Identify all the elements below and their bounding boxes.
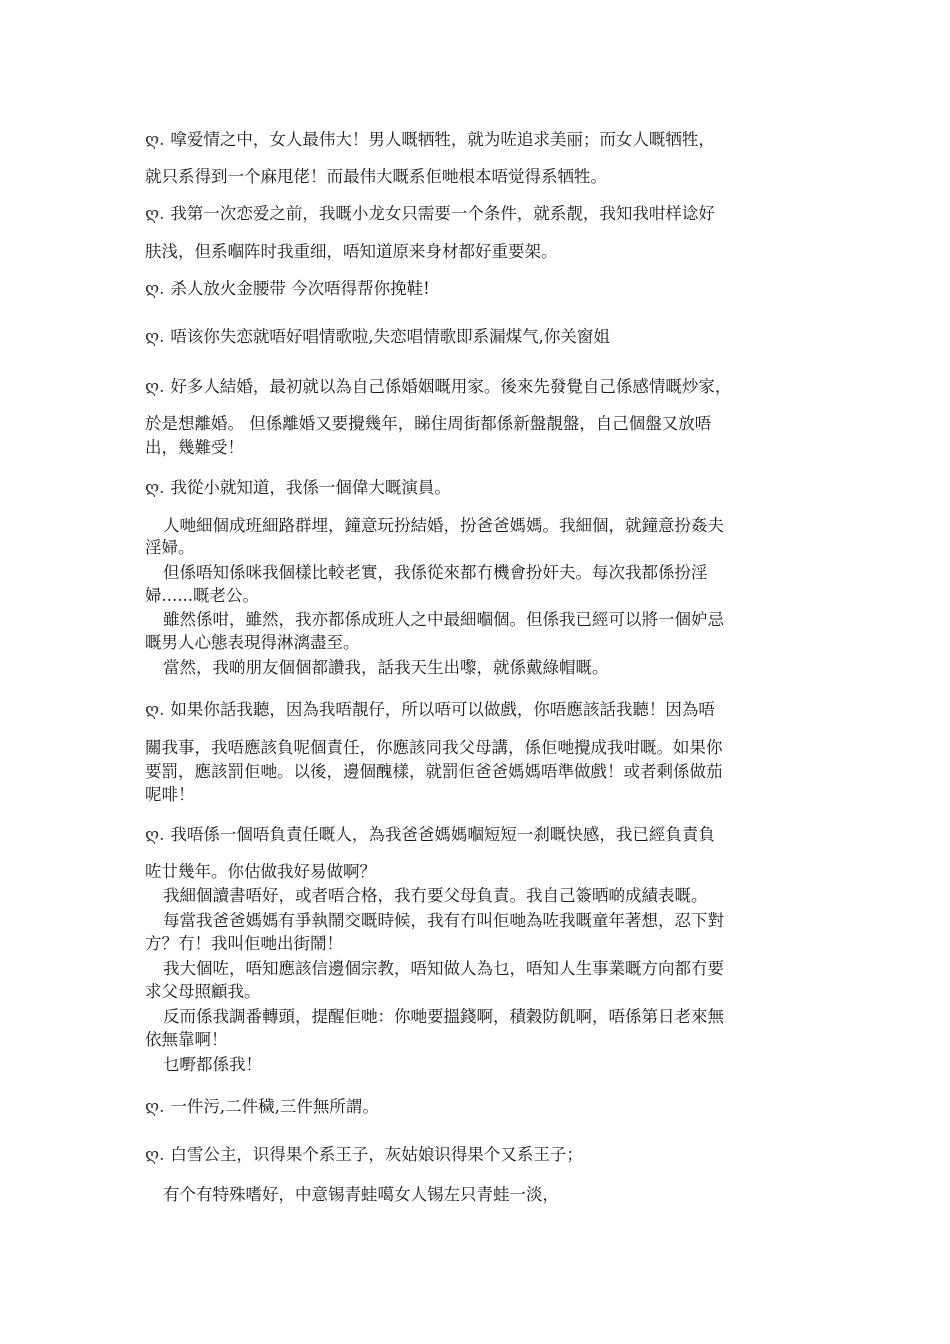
heart-bullet-icon: ღ. <box>145 204 165 223</box>
line-text: 好多人結婚，最初就以為自己係婚姻嘅用家。後來先發覺自己係感情嘅炒家， <box>170 377 732 396</box>
quote-text-line <box>145 438 805 458</box>
line-text: 每當我爸爸媽媽有爭執鬧交嘅時候，我有冇叫佢哋為咗我嘅童年著想，忍下對 <box>163 911 724 930</box>
quote-text-line <box>145 586 805 606</box>
line-text: 嘅男人心態表現得淋漓盡至。 <box>145 633 360 652</box>
line-text: 我細個讀書唔好，或者唔合格，我冇要父母負責。我自己簽晒啲成績表嘅。 <box>163 886 708 905</box>
quote-text-line <box>145 762 805 782</box>
line-text: 方？冇！我叫佢哋出街鬧！ <box>145 934 343 953</box>
heart-bullet-icon: ღ. <box>145 478 165 497</box>
quote-first-line <box>145 130 805 150</box>
line-text: 但係唔知係咪我個樣比較老實，我係從來都冇機會扮奸夫。每次我都係扮淫 <box>163 563 708 582</box>
line-text: 杀人放火金腰带 今次唔得帮你挽鞋! <box>170 279 430 298</box>
line-text: 我第一次恋爱之前，我嘅小龙女只需要一个条件，就系靓，我知我咁样谂好 <box>170 204 715 223</box>
heart-bullet-icon: ღ. <box>145 130 165 149</box>
line-text: 求父母照顧我。 <box>145 982 261 1001</box>
quote-first-line <box>145 1145 805 1165</box>
line-text: 人哋細個成班細路群埋，鐘意玩扮結婚，扮爸爸媽媽。我細個，就鐘意扮姦夫 <box>163 516 724 535</box>
heart-bullet-icon: ღ. <box>145 700 165 719</box>
line-text: 依無靠啊！ <box>145 1030 228 1049</box>
quote-first-line <box>145 825 805 845</box>
line-text: 關我事，我唔應該負呢個責任，你應該同我父母講，係佢哋攪成我咁嘅。如果你 <box>145 738 723 757</box>
line-text: 有个有特殊嗜好，中意锡青蛙噶女人锡左只青蛙一淡， <box>163 1185 559 1204</box>
line-text: 唔该你失恋就唔好唱情歌啦,失恋唱情歌即系漏煤气,你关窗姐 <box>170 327 610 346</box>
line-text: 我唔係一個唔負責任嘅人，為我爸爸媽媽嗰短短一刹嘅快感，我已經負責負 <box>170 825 715 844</box>
quote-first-line <box>145 1097 805 1117</box>
quote-first-line <box>145 700 805 720</box>
quote-text-line <box>145 538 805 558</box>
quote-text-line <box>163 658 805 678</box>
quote-first-line <box>145 478 805 498</box>
heart-bullet-icon: ღ. <box>145 1145 165 1164</box>
line-text: 婦......嘅老公。 <box>145 586 259 605</box>
quote-first-line <box>145 204 805 224</box>
quote-text-line <box>163 1007 805 1027</box>
line-text: 乜嘢都係我！ <box>163 1055 262 1074</box>
line-text: 我大個咗，唔知應該信邊個宗教，唔知做人為乜，唔知人生事業嘅方向都冇要 <box>163 959 724 978</box>
line-text: 嗱爱情之中，女人最伟大！男人嘅牺牲，就为咗追求美丽；而女人嘅牺牲， <box>170 130 715 149</box>
line-text: 雖然係咁，雖然，我亦都係成班人之中最細嗰個。但係我已經可以將一個妒忌 <box>163 610 724 629</box>
quote-text-line <box>163 610 805 630</box>
line-text: 一件污,二件穢,三件無所謂。 <box>170 1097 379 1116</box>
quote-text-line <box>145 414 805 434</box>
quote-text-line <box>163 959 805 979</box>
quote-text-line <box>163 886 805 906</box>
quote-text-line <box>145 167 805 187</box>
heart-bullet-icon: ღ. <box>145 377 165 396</box>
quote-text-line <box>163 516 805 536</box>
quote-first-line <box>145 377 805 397</box>
line-text: 呢啡！ <box>145 785 195 804</box>
quote-text-line <box>163 911 805 931</box>
quote-text-line <box>145 785 805 805</box>
heart-bullet-icon: ღ. <box>145 825 165 844</box>
heart-bullet-icon: ღ. <box>145 327 165 346</box>
line-text: 淫婦。 <box>145 538 195 557</box>
quote-text-line <box>163 1055 805 1075</box>
line-text: 要罰，應該罰佢哋。以後，邊個醜樣，就罰佢爸爸媽媽唔準做戲！或者剩係做茄 <box>145 762 723 781</box>
heart-bullet-icon: ღ. <box>145 279 165 298</box>
quote-text-line <box>145 1030 805 1050</box>
line-text: 肤浅，但系嗰阵时我重细，唔知道原来身材都好重要架。 <box>145 242 558 261</box>
quote-first-line <box>145 327 805 347</box>
quote-text-line <box>163 563 805 583</box>
quote-text-line <box>145 738 805 758</box>
quote-text-line <box>145 633 805 653</box>
quote-first-line <box>145 279 805 299</box>
line-text: 出，幾難受！ <box>145 438 244 457</box>
line-text: 如果你話我聽，因為我唔靚仔，所以唔可以做戲，你唔應該話我聽！因為唔 <box>170 700 715 719</box>
quote-text-line <box>145 242 805 262</box>
line-text: 我從小就知道，我係一個偉大嘅演員。 <box>170 478 451 497</box>
line-text: 反而係我調番轉頭，提醒佢哋：你哋要搵錢啊，積穀防飢啊，唔係第日老來無 <box>163 1007 724 1026</box>
quote-text-line <box>145 934 805 954</box>
quote-text-line <box>145 982 805 1002</box>
line-text: 於是想離婚。 但係離婚又要攪幾年，睇住周街都係新盤靚盤，自己個盤又放唔 <box>145 414 712 433</box>
line-text: 咗廿幾年。你估做我好易做啊？ <box>145 862 376 881</box>
line-text: 就只系得到一个麻甩佬！而最伟大嘅系佢哋根本唔觉得系牺牲。 <box>145 167 607 186</box>
quote-text-line <box>163 1185 805 1205</box>
line-text: 白雪公主，识得果个系王子，灰姑娘识得果个又系王子； <box>170 1145 583 1164</box>
quote-text-line <box>145 862 805 882</box>
line-text: 當然，我啲朋友個個都讚我，話我天生出嚟，就係戴綠帽嘅。 <box>163 658 609 677</box>
heart-bullet-icon: ღ. <box>145 1097 165 1116</box>
